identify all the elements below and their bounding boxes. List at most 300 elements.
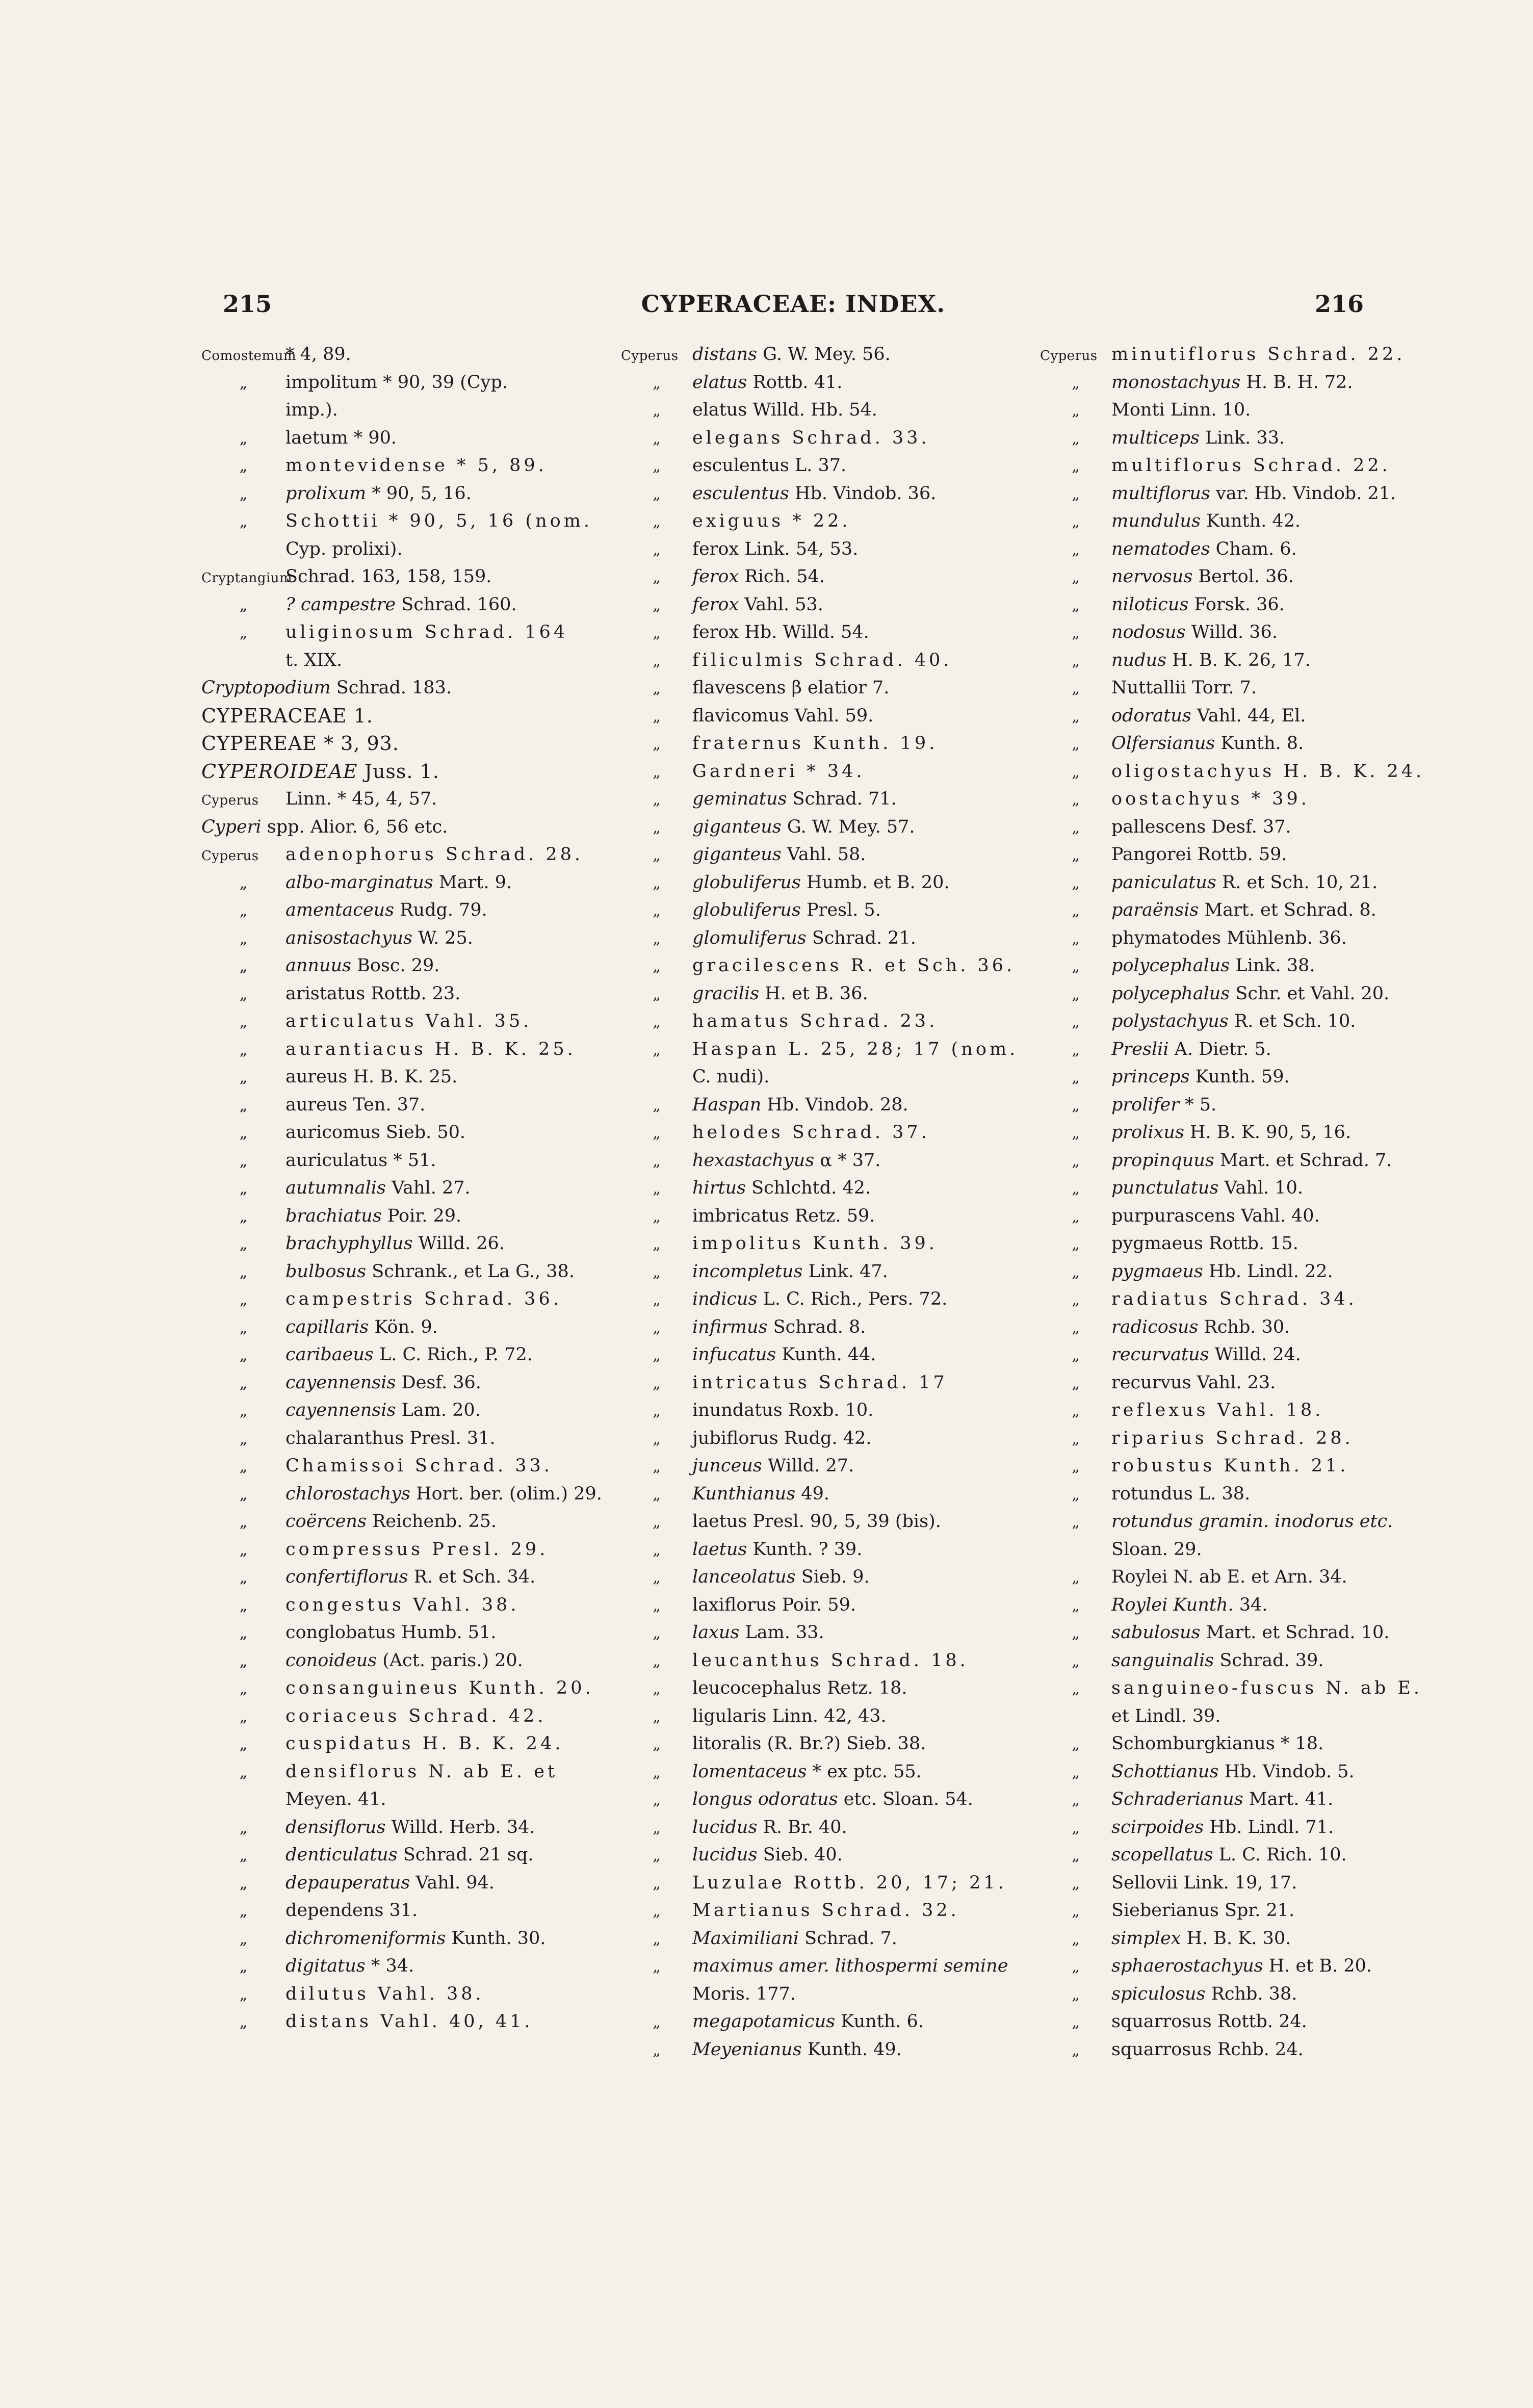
ditto-mark: „ <box>239 1318 248 1337</box>
index-entry <box>201 1369 594 1397</box>
ditto-mark: „ <box>653 1707 661 1726</box>
entry-italic: infucatus <box>692 1344 776 1365</box>
entry-text: Sieberianus Spr. 21. <box>1111 1900 1295 1921</box>
ditto-mark: „ <box>1072 540 1080 559</box>
index-entry <box>621 1563 1014 1591</box>
ditto-mark: „ <box>653 1847 661 1865</box>
index-entry <box>201 1425 594 1453</box>
index-entry <box>201 1452 594 1480</box>
entry-italic: monostachyus <box>1111 372 1241 393</box>
ditto-mark: „ <box>1072 2013 1080 2031</box>
entry-italic: niloticus <box>1111 594 1189 615</box>
entry-italic: simplex <box>1111 1928 1181 1949</box>
entry-text: Juss. 1. <box>357 760 439 783</box>
index-entry <box>1040 1674 1443 1702</box>
entry-text: Sieb. 9. <box>795 1567 870 1587</box>
index-entry <box>621 1313 1014 1341</box>
ditto-mark: „ <box>1072 1096 1080 1115</box>
index-entry <box>1040 1563 1443 1591</box>
entry-italic: Roylei Kunth. <box>1111 1594 1234 1615</box>
entry-text: reflexus Vahl. 18. <box>1111 1400 1324 1420</box>
index-entry <box>201 1202 594 1230</box>
entry-text: hamatus Schrad. 23. <box>692 1011 938 1031</box>
entry-text: esculentus L. 37. <box>692 455 847 476</box>
entry-italic: anisostachyus <box>285 927 412 948</box>
ditto-mark: „ <box>1072 1763 1080 1781</box>
ditto-mark: „ <box>239 457 248 475</box>
entry-text: CYPEREAE * 3, 93. <box>201 732 399 755</box>
ditto-mark: „ <box>653 1569 661 1587</box>
entry-text: R. Br. 40. <box>757 1817 847 1837</box>
ditto-mark: „ <box>239 1763 248 1781</box>
ditto-mark: „ <box>239 1902 248 1920</box>
ditto-mark: „ <box>239 2013 248 2031</box>
entry-italic: denticulatus <box>285 1845 398 1865</box>
entry-text: distans Vahl. 40, 41. <box>285 2011 533 2032</box>
entry-text: Hb. Lindl. 71. <box>1204 1817 1334 1837</box>
index-entry <box>201 1536 594 1564</box>
entry-text: Rchb. 30. <box>1198 1316 1290 1337</box>
entry-text: aureus H. B. K. 25. <box>285 1067 458 1087</box>
ditto-mark: „ <box>653 1541 661 1559</box>
ditto-mark: „ <box>653 1263 661 1281</box>
ditto-mark: „ <box>239 1124 248 1142</box>
entry-italic: paniculatus <box>1111 872 1216 893</box>
entry-italic: conoideus <box>285 1650 377 1671</box>
ditto-mark: „ <box>239 1680 248 1698</box>
entry-text: laetus Presl. 90, 5, 39 (bis). <box>692 1511 941 1532</box>
index-entry <box>621 1647 1014 1675</box>
ditto-mark: „ <box>1072 1680 1080 1698</box>
running-header <box>223 289 1364 324</box>
ditto-mark: „ <box>653 929 661 948</box>
index-entry <box>1040 730 1443 758</box>
index-entry <box>201 369 594 397</box>
ditto-mark: „ <box>653 1652 661 1670</box>
entry-text: Sloan. 29. <box>1111 1539 1202 1560</box>
index-entry <box>621 480 1014 508</box>
ditto-mark: „ <box>1072 513 1080 531</box>
ditto-mark: „ <box>653 1096 661 1115</box>
index-entry <box>201 480 594 508</box>
index-entry <box>621 1480 1014 1508</box>
index-entry <box>201 952 594 980</box>
index-entry <box>201 674 594 702</box>
ditto-mark: „ <box>653 624 661 642</box>
index-entry <box>1040 1952 1443 1980</box>
index-entry <box>201 591 594 619</box>
index-entry <box>621 1730 1014 1758</box>
entry-text: Schlchtd. 42. <box>746 1178 871 1198</box>
index-entry <box>1040 396 1443 424</box>
entry-text: H. B. H. 72. <box>1240 372 1353 393</box>
ditto-mark: „ <box>239 1180 248 1198</box>
entry-italic: sanguinalis <box>1111 1650 1214 1671</box>
index-entry <box>1040 841 1443 869</box>
entry-italic: brachiatus <box>285 1205 382 1226</box>
entry-italic: prolifer <box>1111 1094 1179 1115</box>
entry-text: L. C. Rich. 10. <box>1213 1845 1347 1865</box>
index-column-2 <box>621 341 1019 2063</box>
index-entry <box>621 1063 1014 1091</box>
index-entry <box>201 785 594 813</box>
index-entry <box>201 896 594 924</box>
index-entry <box>621 1758 1014 1786</box>
ditto-mark: „ <box>1072 485 1080 503</box>
entry-italic: glomuliferus <box>692 927 807 948</box>
index-entry <box>201 1147 594 1175</box>
entry-text: congestus Vahl. 38. <box>285 1594 519 1615</box>
entry-italic: maximus amer. lithospermi semine <box>692 1956 1008 1976</box>
ditto-mark: „ <box>1072 1430 1080 1448</box>
entry-italic: nudus <box>1111 650 1166 670</box>
index-entry <box>201 1925 594 1953</box>
entry-text: Hb. Lindl. 22. <box>1203 1261 1333 1282</box>
entry-text: Linn. * 45, 4, 57. <box>285 789 437 809</box>
entry-text: compressus Presl. 29. <box>285 1539 549 1560</box>
index-entry <box>621 952 1014 980</box>
entry-text: Nuttallii Torr. 7. <box>1111 678 1257 698</box>
ditto-mark: „ <box>653 707 661 726</box>
entry-text: pygmaeus Rottb. 15. <box>1111 1233 1298 1254</box>
ditto-mark: „ <box>239 1402 248 1420</box>
index-entry <box>201 424 594 452</box>
entry-text: * 90, 5, 16. <box>366 483 472 504</box>
ditto-mark: „ <box>239 929 248 948</box>
entry-text: oostachyus * 39. <box>1111 789 1310 809</box>
entry-text: helodes Schrad. 37. <box>692 1122 930 1143</box>
index-entry <box>201 1174 594 1202</box>
index-entry <box>621 563 1014 591</box>
index-entry <box>1040 535 1443 563</box>
entry-text: aureus Ten. 37. <box>285 1094 426 1115</box>
index-entry <box>621 341 1014 369</box>
entry-text: etc. Sloan. 54. <box>838 1789 973 1809</box>
entry-italic: princeps <box>1111 1067 1190 1087</box>
index-entry <box>1040 924 1443 952</box>
entry-text: Willd. 36. <box>1185 622 1278 642</box>
entry-text: phymatodes Mühlenb. 36. <box>1111 927 1347 948</box>
ditto-mark: „ <box>239 1596 248 1615</box>
entry-text: adenophorus Schrad. 28. <box>285 844 584 865</box>
index-entry <box>1040 1702 1443 1730</box>
ditto-mark: „ <box>1072 429 1080 448</box>
index-entry <box>1040 980 1443 1008</box>
entry-italic: infirmus <box>692 1316 768 1337</box>
entry-text: robustus Kunth. 21. <box>1111 1456 1349 1476</box>
index-entry <box>1040 1536 1443 1564</box>
entry-text: Hb. Vindob. 5. <box>1218 1761 1355 1782</box>
entry-italic: hirtus <box>692 1178 746 1198</box>
entry-text: litoralis (R. Br.?) Sieb. 38. <box>692 1733 926 1754</box>
index-entry <box>621 1619 1014 1647</box>
entry-italic: paraënsis <box>1111 900 1199 920</box>
entry-text: ferox Hb. Willd. 54. <box>692 622 869 642</box>
index-entry <box>201 1869 594 1897</box>
entry-italic: recurvatus <box>1111 1344 1209 1365</box>
index-entry <box>1040 1508 1443 1536</box>
entry-text: Meyen. 41. <box>285 1789 386 1809</box>
ditto-mark: „ <box>1072 1235 1080 1253</box>
index-entry <box>201 646 594 675</box>
ditto-mark: „ <box>1072 1985 1080 2004</box>
entry-text: H. et B. 36. <box>759 983 868 1004</box>
entry-text: rotundus L. 38. <box>1111 1483 1251 1504</box>
index-entry <box>621 1591 1014 1619</box>
entry-text: CYPERACEAE 1. <box>201 704 373 727</box>
entry-text: densiflorus N. ab E. et <box>285 1761 558 1782</box>
entry-text: Willd. 24. <box>1209 1344 1301 1365</box>
index-entry <box>621 730 1014 758</box>
entry-italic: longus odoratus <box>692 1789 838 1809</box>
entry-italic: digitatus <box>285 1956 366 1976</box>
entry-text: Bertol. 36. <box>1192 566 1294 587</box>
ditto-mark: „ <box>1072 902 1080 920</box>
index-entry <box>1040 869 1443 897</box>
entry-text: Mart. 41. <box>1243 1789 1334 1809</box>
index-entry <box>1040 341 1443 369</box>
entry-text: Rchb. 38. <box>1205 1983 1297 2004</box>
index-entry <box>1040 1147 1443 1175</box>
ditto-mark: „ <box>239 1819 248 1837</box>
ditto-mark: „ <box>653 735 661 753</box>
entry-italic: capillaris <box>285 1316 369 1337</box>
entry-text: Gardneri * 34. <box>692 761 865 782</box>
entry-text: exiguus * 22. <box>692 511 851 531</box>
entry-text: campestris Schrad. 36. <box>285 1289 562 1309</box>
index-entry <box>201 1341 594 1369</box>
entry-text: Kunth. 44. <box>776 1344 876 1365</box>
entry-text: auricomus Sieb. 50. <box>285 1122 466 1143</box>
entry-text: dependens 31. <box>285 1900 418 1921</box>
ditto-mark: „ <box>1072 1374 1080 1392</box>
entry-text: R. et Sch. 10. <box>1228 1011 1356 1031</box>
entry-italic: polycephalus <box>1111 955 1230 976</box>
entry-text: pallescens Desf. 37. <box>1111 816 1291 837</box>
entry-text: squarrosus Rchb. 24. <box>1111 2039 1304 2060</box>
entry-italic: distans <box>692 344 757 365</box>
index-entry <box>1040 1007 1443 1035</box>
entry-text: A. Dietr. 5. <box>1168 1039 1271 1059</box>
entry-text: Vahl. 27. <box>385 1178 471 1198</box>
index-entry <box>1040 1063 1443 1091</box>
index-entry <box>201 1091 594 1119</box>
index-entry <box>201 980 594 1008</box>
entry-text: Cyp. prolixi). <box>285 538 403 559</box>
ditto-mark: „ <box>1072 680 1080 697</box>
entry-italic: polystachyus <box>1111 1011 1229 1031</box>
entry-text: Schrad. 8. <box>767 1316 866 1337</box>
index-entry <box>1040 563 1443 591</box>
entry-text: flavescens β elatior 7. <box>692 678 890 698</box>
entry-text: * 4, 89. <box>285 344 351 365</box>
entry-text: Hort. ber. (olim.) 29. <box>410 1483 602 1504</box>
entry-italic: densiflorus <box>285 1817 386 1837</box>
ditto-mark: „ <box>239 1374 248 1392</box>
index-entry <box>1040 1480 1443 1508</box>
index-entry <box>201 702 594 730</box>
ditto-mark: „ <box>239 1430 248 1448</box>
ditto-mark: „ <box>1072 1152 1080 1170</box>
index-entry <box>1040 1814 1443 1842</box>
entry-text: auriculatus * 51. <box>285 1150 436 1171</box>
entry-text: G. W. Mey. 56. <box>757 344 891 365</box>
ditto-mark: „ <box>653 429 661 448</box>
ditto-mark: „ <box>653 1402 661 1420</box>
index-entry <box>1040 2008 1443 2036</box>
index-entry <box>201 813 594 841</box>
entry-text: H. B. K. 26, 17. <box>1166 650 1311 670</box>
index-entry <box>621 1174 1014 1202</box>
ditto-mark: „ <box>1072 1347 1080 1364</box>
index-entry <box>1040 618 1443 646</box>
ditto-mark: „ <box>1072 1819 1080 1837</box>
index-entry <box>621 1202 1014 1230</box>
entry-text: Mart. et Schrad. 8. <box>1199 900 1376 920</box>
ditto-mark: „ <box>239 874 248 892</box>
entry-text: Vahl. 53. <box>739 594 823 615</box>
entry-text: Vahl. 94. <box>410 1872 495 1893</box>
ditto-mark: „ <box>1072 1041 1080 1059</box>
entry-text: Poir. 29. <box>381 1205 462 1226</box>
ditto-mark: „ <box>1072 457 1080 475</box>
index-entry <box>621 369 1014 397</box>
ditto-mark: „ <box>1072 818 1080 837</box>
entry-text: Link. 47. <box>802 1261 888 1282</box>
index-entry <box>1040 1313 1443 1341</box>
ditto-mark: „ <box>1072 1652 1080 1670</box>
entry-text: ferox Link. 54, 53. <box>692 538 859 559</box>
entry-text: leucocephalus Retz. 18. <box>692 1678 907 1698</box>
entry-text: jubiflorus Rudg. 42. <box>692 1428 872 1448</box>
index-entry <box>201 924 594 952</box>
entry-text: aristatus Rottb. 23. <box>285 983 461 1004</box>
entry-text: Forsk. 36. <box>1188 594 1285 615</box>
entry-text: Mart. et Schrad. 7. <box>1214 1150 1392 1171</box>
ditto-mark: „ <box>239 1569 248 1587</box>
entry-text: Schrad. 71. <box>787 789 897 809</box>
ditto-mark: „ <box>239 1458 248 1475</box>
ditto-mark: „ <box>1072 1569 1080 1587</box>
index-entry <box>1040 1619 1443 1647</box>
index-entry <box>621 674 1014 702</box>
ditto-mark: „ <box>1072 596 1080 614</box>
ditto-mark: „ <box>653 957 661 975</box>
ditto-mark: „ <box>653 1736 661 1753</box>
entry-text: Schottii * 90, 5, 16 (nom. <box>285 511 593 531</box>
entry-text: spp. Alior. 6, 56 etc. <box>261 816 448 837</box>
entry-italic: globuliferus <box>692 872 801 893</box>
index-entry <box>201 1897 594 1925</box>
entry-italic: nematodes <box>1111 538 1210 559</box>
entry-italic: indicus <box>692 1289 758 1309</box>
entry-italic: dichromeniformis <box>285 1928 446 1949</box>
ditto-mark: „ <box>653 596 661 614</box>
ditto-mark: „ <box>239 1958 248 1976</box>
entry-text: H. et B. 20. <box>1263 1956 1372 1976</box>
entry-text: Moris. 177. <box>692 1983 796 2004</box>
ditto-mark: „ <box>239 596 248 614</box>
entry-text: Willd. 26. <box>412 1233 505 1254</box>
ditto-mark: „ <box>653 1041 661 1059</box>
entry-text: Vahl. 58. <box>781 844 866 865</box>
index-entry <box>621 396 1014 424</box>
entry-text: Martianus Schrad. 32. <box>692 1900 959 1921</box>
ditto-mark: „ <box>1072 1847 1080 1865</box>
entry-text: Kunth. 42. <box>1200 511 1301 531</box>
entry-italic: elatus <box>692 372 747 393</box>
entry-italic: pygmaeus <box>1111 1261 1203 1282</box>
index-entry <box>1040 674 1443 702</box>
ditto-mark: „ <box>653 2041 661 2059</box>
entry-text: oligostachyus H. B. K. 24. <box>1111 761 1425 782</box>
entry-italic: sphaerostachyus <box>1111 1956 1263 1976</box>
index-entry <box>1040 702 1443 730</box>
entry-text: elegans Schrad. 33. <box>692 427 930 448</box>
index-entry <box>621 591 1014 619</box>
entry-text: Schrank., et La G., 38. <box>366 1261 575 1282</box>
entry-text: riparius Schrad. 28. <box>1111 1428 1354 1448</box>
entry-text: Chamissoi Schrad. 33. <box>285 1456 553 1476</box>
index-entry <box>621 1285 1014 1313</box>
entry-italic: incompletus <box>692 1261 803 1282</box>
index-entry <box>621 424 1014 452</box>
ditto-mark: „ <box>239 1707 248 1726</box>
entry-italic: Preslii <box>1111 1039 1169 1059</box>
entry-text: Cham. 6. <box>1210 538 1297 559</box>
index-entry <box>621 924 1014 952</box>
ditto-mark: „ <box>1072 763 1080 781</box>
ditto-mark: „ <box>653 1624 661 1642</box>
ditto-mark: „ <box>653 1458 661 1475</box>
ditto-mark: „ <box>1072 624 1080 642</box>
entry-text: R. et Sch. 34. <box>408 1567 536 1587</box>
index-entry <box>201 1952 594 1980</box>
entry-text: Link. 33. <box>1199 427 1285 448</box>
entry-text: Pangorei Rottb. 59. <box>1111 844 1287 865</box>
index-entry <box>201 1730 594 1758</box>
ditto-mark: „ <box>239 985 248 1003</box>
ditto-mark: „ <box>239 957 248 975</box>
ditto-mark: „ <box>653 902 661 920</box>
index-entry <box>621 2008 1014 2036</box>
ditto-mark: „ <box>653 1347 661 1364</box>
ditto-mark: „ <box>653 1680 661 1698</box>
entry-text: uliginosum Schrad. 164 <box>285 622 568 642</box>
entry-text: gracilescens R. et Sch. 36. <box>692 955 1016 976</box>
entry-italic: Olfersianus <box>1111 733 1215 754</box>
entry-italic: chlorostachys <box>285 1483 410 1504</box>
ditto-mark: „ <box>1072 1624 1080 1642</box>
index-entry <box>621 1869 1014 1897</box>
entry-text: laxiflorus Poir. 59. <box>692 1594 856 1615</box>
index-entry <box>621 1119 1014 1147</box>
entry-text: Kunth. 8. <box>1215 733 1304 754</box>
entry-italic: multiceps <box>1111 427 1200 448</box>
entry-text: Schrad. 7. <box>799 1928 897 1949</box>
entry-text: Rudg. 79. <box>394 900 487 920</box>
index-entry <box>621 869 1014 897</box>
index-entry <box>1040 952 1443 980</box>
entry-text: Hb. Vindob. 28. <box>761 1094 908 1115</box>
ditto-mark: „ <box>1072 735 1080 753</box>
entry-text: R. et Sch. 10, 21. <box>1216 872 1378 893</box>
entry-text: Kunth. 6. <box>835 2011 924 2032</box>
index-entry <box>201 341 594 369</box>
page-title: CYPERACEAE: INDEX. <box>641 290 946 318</box>
ditto-mark: „ <box>1072 929 1080 948</box>
entry-italic: caribaeus <box>285 1344 374 1365</box>
